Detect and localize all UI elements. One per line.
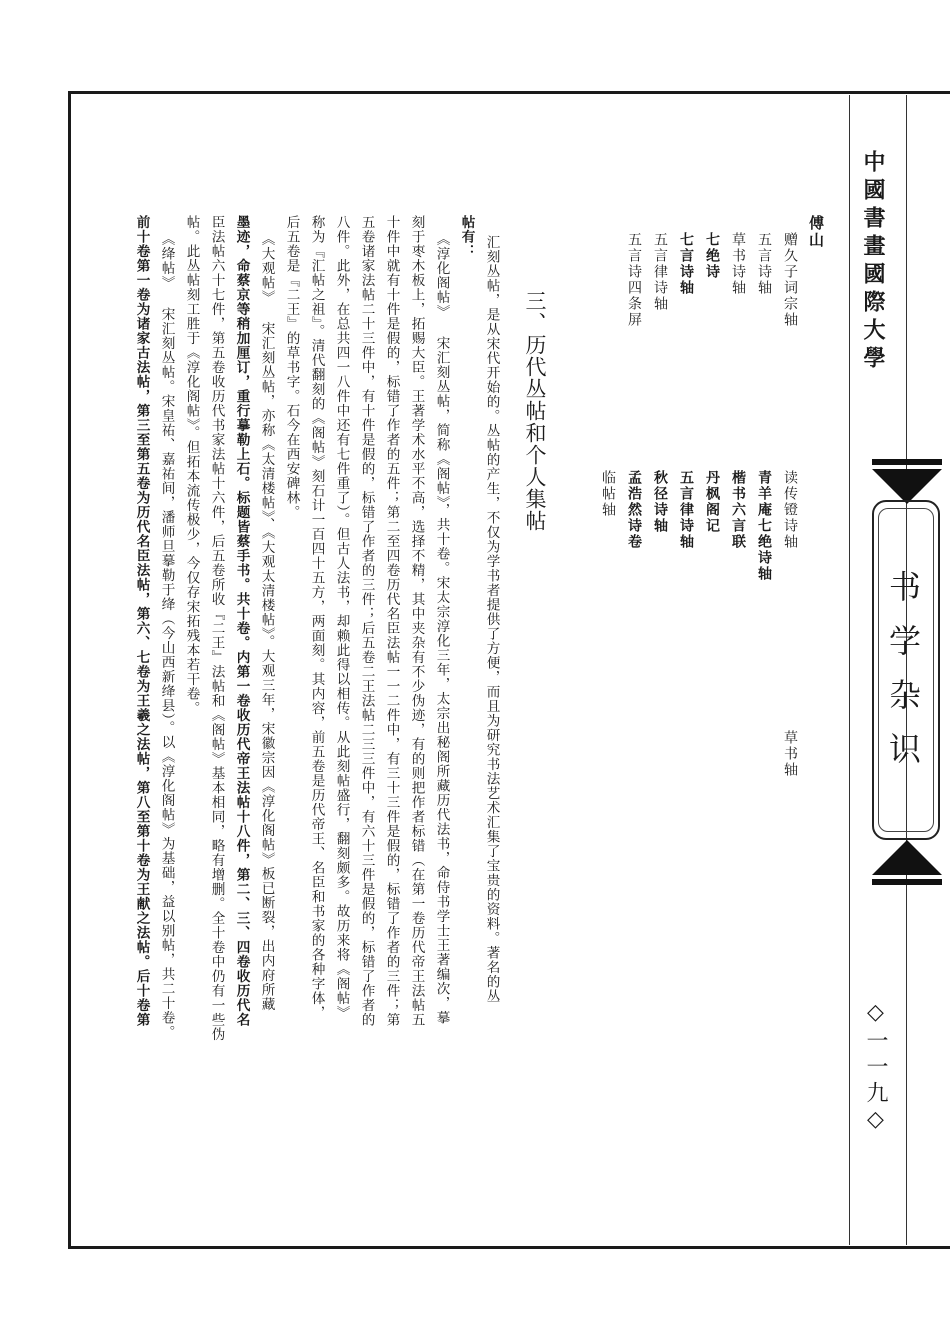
paragraph-line: 墨迹，命蔡京等稍加厘订，重行摹勒上石。标题皆蔡手书。共十卷。内第一卷收历代帝王法帖十八件，第二、三、四卷收历代名 — [233, 215, 250, 1027]
list-item: 五言律诗轴 — [678, 470, 694, 550]
list-item: 赠久子词宗轴 — [782, 232, 798, 328]
paragraph-line: 臣法帖六十七件，第五卷收历代书家法帖十六件，后五卷所收『二王』法帖和《阁帖》基本相同，略有增删。全十卷中仍有一些伪 — [208, 215, 225, 1042]
paragraph-line: 《大观帖》 宋汇刻丛帖，亦称《太清楼帖》、《大观太清楼帖》。大观三年，宋徽宗因《淳化阁帖》板已断裂，出内府所藏 — [258, 232, 275, 1012]
paragraph-line: 帖。此丛帖刻工胜于《淳化阁帖》。但拓本流传极少，今仅存宋拓残本若干卷。 — [183, 215, 200, 716]
list-item: 草书诗轴 — [730, 232, 746, 296]
paragraph-line: 称为『汇帖之祖』。清代翻刻的《阁帖》刻石计一百四十五方，两面刻。其内容，前五卷是历代帝王、名臣和书家的各种字体， — [308, 215, 325, 1021]
list-item: 青羊庵七绝诗轴 — [756, 470, 772, 582]
section-title: 书学杂识 — [884, 570, 922, 786]
paragraph-line: 后五卷是『二王』的草书字。石今在西安碑林。 — [283, 215, 300, 520]
paragraph-line: 八件。此外，在总共四一八件中还有七件重了）。但古人法书，却赖此得以相传。从此刻帖盛行，翻刻颇多。故历来将《阁帖》 — [333, 215, 350, 1021]
paragraph-line: 帖有： — [458, 215, 475, 259]
list-item: 丹枫阁记 — [704, 470, 720, 534]
margin-rule — [849, 95, 850, 1245]
author-name: 傅山 — [807, 215, 825, 249]
ornament-bar-bottom — [872, 879, 942, 885]
list-item: 秋径诗轴 — [652, 470, 668, 534]
paragraph-line: 十件中就有十件是假的，标错了作者的五件；第二至四卷历代名臣法帖一一二件中，有三十三件是假的，标错了作者的三件；第 — [383, 215, 400, 1027]
list-item: 草书轴 — [782, 730, 798, 778]
university-title: 中國書畫國際大學 — [860, 150, 886, 374]
page-number: ◇一一九◇ — [863, 1000, 888, 1136]
list-item: 五言诗四条屏 — [626, 232, 642, 328]
list-item: 临帖轴 — [600, 470, 616, 518]
paragraph-line: 前十卷第一卷为诸家古法帖，第三至第五卷为历代名臣法帖，第六、七卷为王羲之法帖，第八至第十卷为王献之法帖。后十卷第 — [133, 215, 150, 1027]
ornament-triangle-top — [872, 469, 942, 504]
paragraph-line: 《绛帖》 宋汇刻丛帖。宋皇祐、嘉祐间，潘师旦摹勒于绛（今山西新绛县）。以《淳化阁帖》为基础，益以别帖，共二十卷。 — [158, 232, 175, 1040]
list-item: 孟浩然诗卷 — [626, 470, 642, 550]
ornament-triangle-bottom — [872, 840, 942, 875]
list-item: 读传镫诗轴 — [782, 470, 798, 550]
list-item: 五言律诗轴 — [652, 232, 668, 312]
list-item: 五言诗轴 — [756, 232, 772, 296]
paragraph-line: 五卷诸家法帖二十三件中，有十件是假的，标错了作者的三件；后五卷二王法帖二三三件中，有六十三件是假的，标错了作者的 — [358, 215, 375, 1027]
section-heading: 三、历代丛帖和个人集帖 — [523, 290, 547, 532]
paragraph-line: 刻于枣木板上，拓赐大臣。王著学术水平不高，选择不精，其中夹杂有不少伪迹，有的则把作者标错（在第一卷历代帝王法帖五 — [408, 215, 425, 1027]
paragraph-line: 汇刻丛帖，是从宋代开始的。丛帖的产生，不仅为学书者提供了方便，而且为研究书法艺术汇集了宝贵的资料。著名的丛 — [483, 235, 500, 1004]
list-item: 七绝诗 — [704, 232, 720, 280]
list-item: 七言诗轴 — [678, 232, 694, 296]
ornament-bar-top — [872, 459, 942, 465]
page-frame — [68, 91, 950, 1249]
paragraph-line: 《淳化阁帖》 宋汇刻丛帖，简称《阁帖》，共十卷。宋太宗淳化三年，太宗出秘阁所藏历代法书，命侍书学士王著编次，摹 — [433, 232, 450, 1026]
list-item: 楷书六言联 — [730, 470, 746, 550]
